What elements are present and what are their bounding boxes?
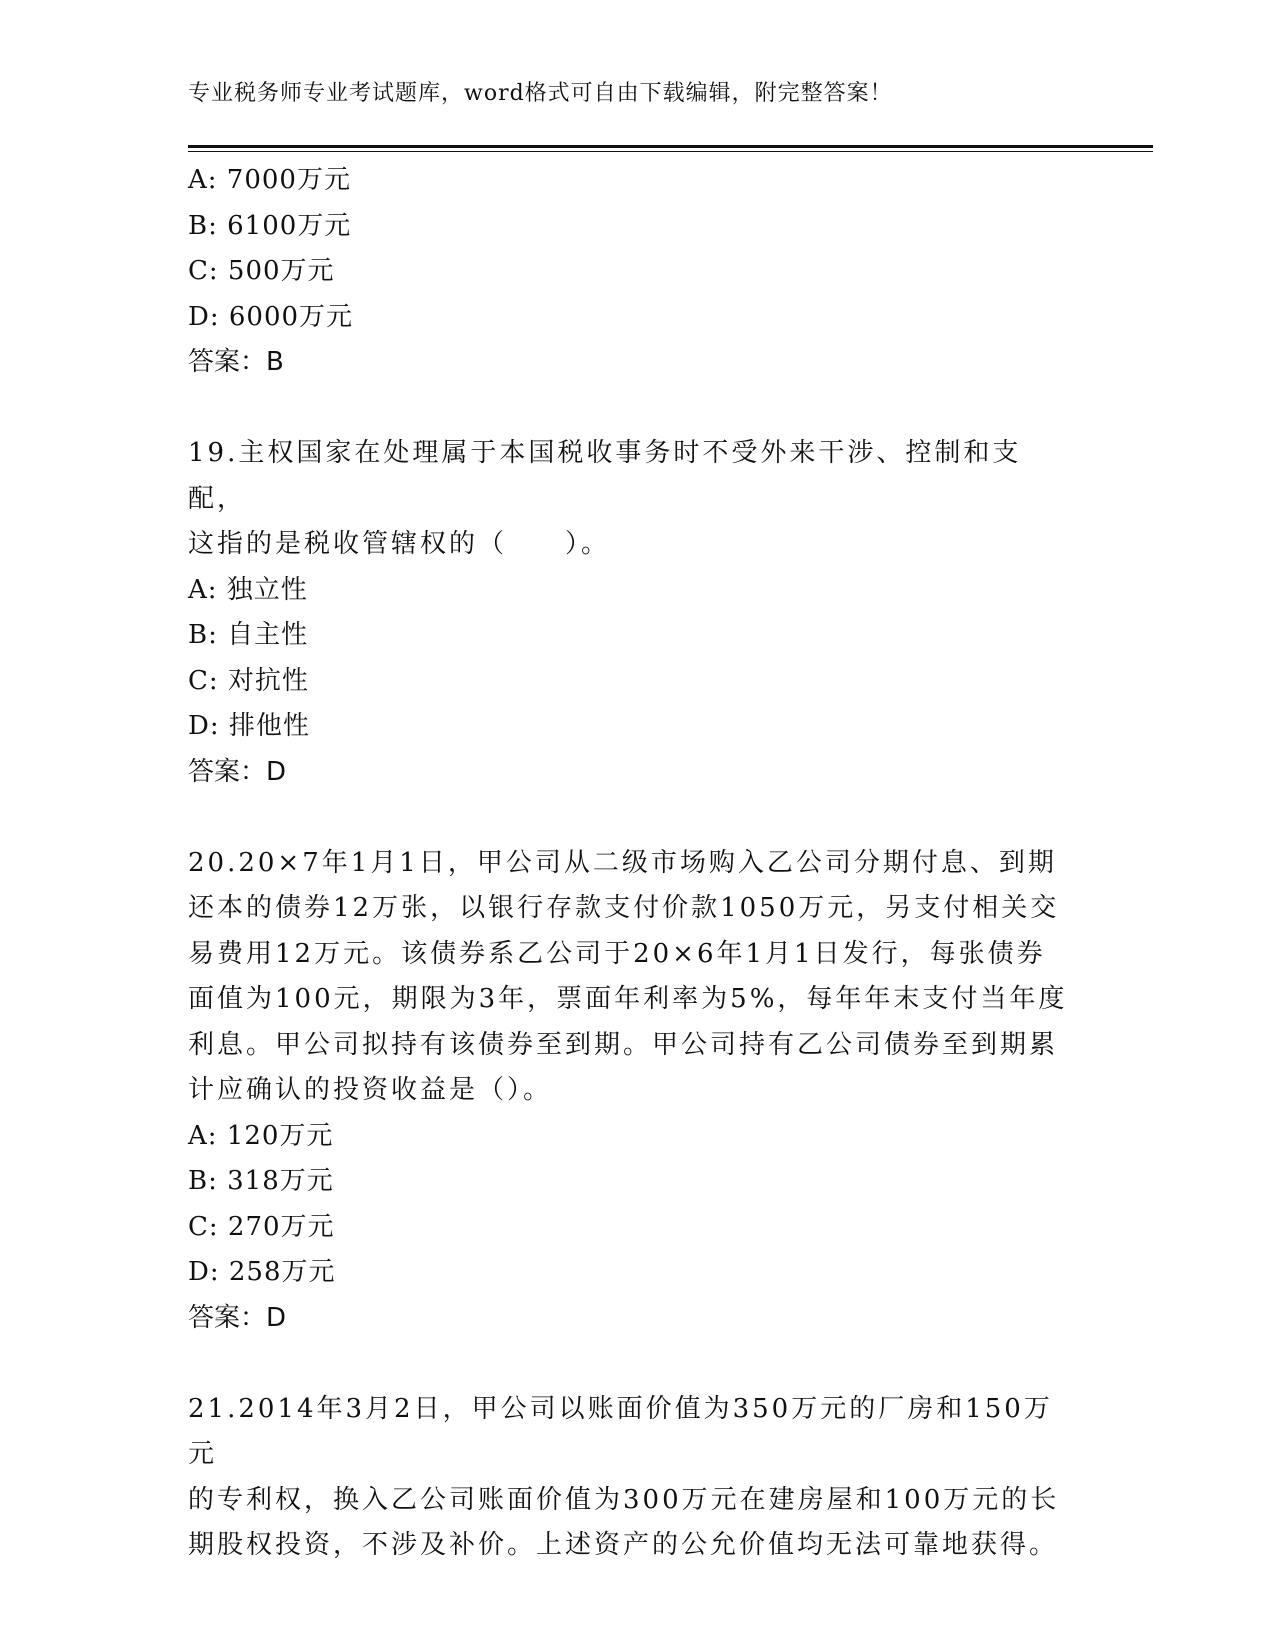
question-19-answer: 答案：D <box>188 756 287 787</box>
stem-line: 利息。甲公司拟持有该债券至到期。甲公司持有乙公司债券至到期累 <box>188 1029 1059 1060</box>
option-c: C: 对抗性 <box>188 665 309 696</box>
option-b: B: 自主性 <box>188 620 309 650</box>
option-b: B: 6100万元 <box>188 210 352 241</box>
question-20-stem <box>188 841 1078 1114</box>
stem-line: 面值为100元，期限为3年，票面年利率为5%，每年年末支付当年度 <box>188 984 1068 1014</box>
document-body <box>188 158 1088 1569</box>
stem-line: 的专利权，换入乙公司账面价值为300万元在建房屋和100万元的长 <box>188 1484 1060 1515</box>
header-rule-thick <box>188 145 1153 148</box>
option-a: A: 120万元 <box>188 1120 334 1151</box>
option-c: C: 500万元 <box>188 256 335 286</box>
option-d: D: 258万元 <box>188 1257 336 1287</box>
option-d: D: 排他性 <box>188 711 310 741</box>
spacer <box>188 1341 1088 1387</box>
question-21-stem <box>188 1387 1078 1569</box>
question-20 <box>188 841 1088 1342</box>
option-c: C: 270万元 <box>188 1211 335 1242</box>
prev-question-answer: 答案：B <box>188 347 284 377</box>
prev-question-options <box>188 158 1088 340</box>
option-d: D: 6000万元 <box>188 301 354 332</box>
header-rule-thin <box>188 151 1153 152</box>
option-a: A: 7000万元 <box>188 165 351 195</box>
page-header: 专业税务师专业考试题库，word格式可自由下载编辑，附完整答案！ <box>188 81 893 106</box>
option-b: B: 318万元 <box>188 1166 334 1196</box>
stem-line: 21.2014年3月2日，甲公司以账面价值为350万元的厂房和150万元 <box>188 1393 1053 1469</box>
stem-line: 易费用12万元。该债券系乙公司于20×6年1月1日发行，每张债券 <box>188 938 1046 969</box>
question-19 <box>188 431 1088 795</box>
option-a: A: 独立性 <box>188 574 308 605</box>
spacer <box>188 386 1088 432</box>
stem-line: 这指的是税收管辖权的（ ）。 <box>188 529 611 559</box>
stem-line: 还本的债券12万张，以银行存款支付价款1050万元，另支付相关交 <box>188 893 1060 923</box>
question-19-stem <box>188 431 1078 568</box>
stem-line: 19.主权国家在处理属于本国税收事务时不受外来干涉、控制和支配， <box>188 438 1022 514</box>
stem-line: 计应确认的投资收益是（）。 <box>188 1075 553 1105</box>
stem-line: 20.20×7年1月1日，甲公司从二级市场购入乙公司分期付息、到期 <box>188 847 1057 878</box>
question-21 <box>188 1387 1088 1569</box>
spacer <box>188 795 1088 841</box>
stem-line: 期股权投资，不涉及补价。上述资产的公允价值均无法可靠地获得。 <box>188 1530 1059 1560</box>
question-20-answer: 答案：D <box>188 1302 287 1333</box>
